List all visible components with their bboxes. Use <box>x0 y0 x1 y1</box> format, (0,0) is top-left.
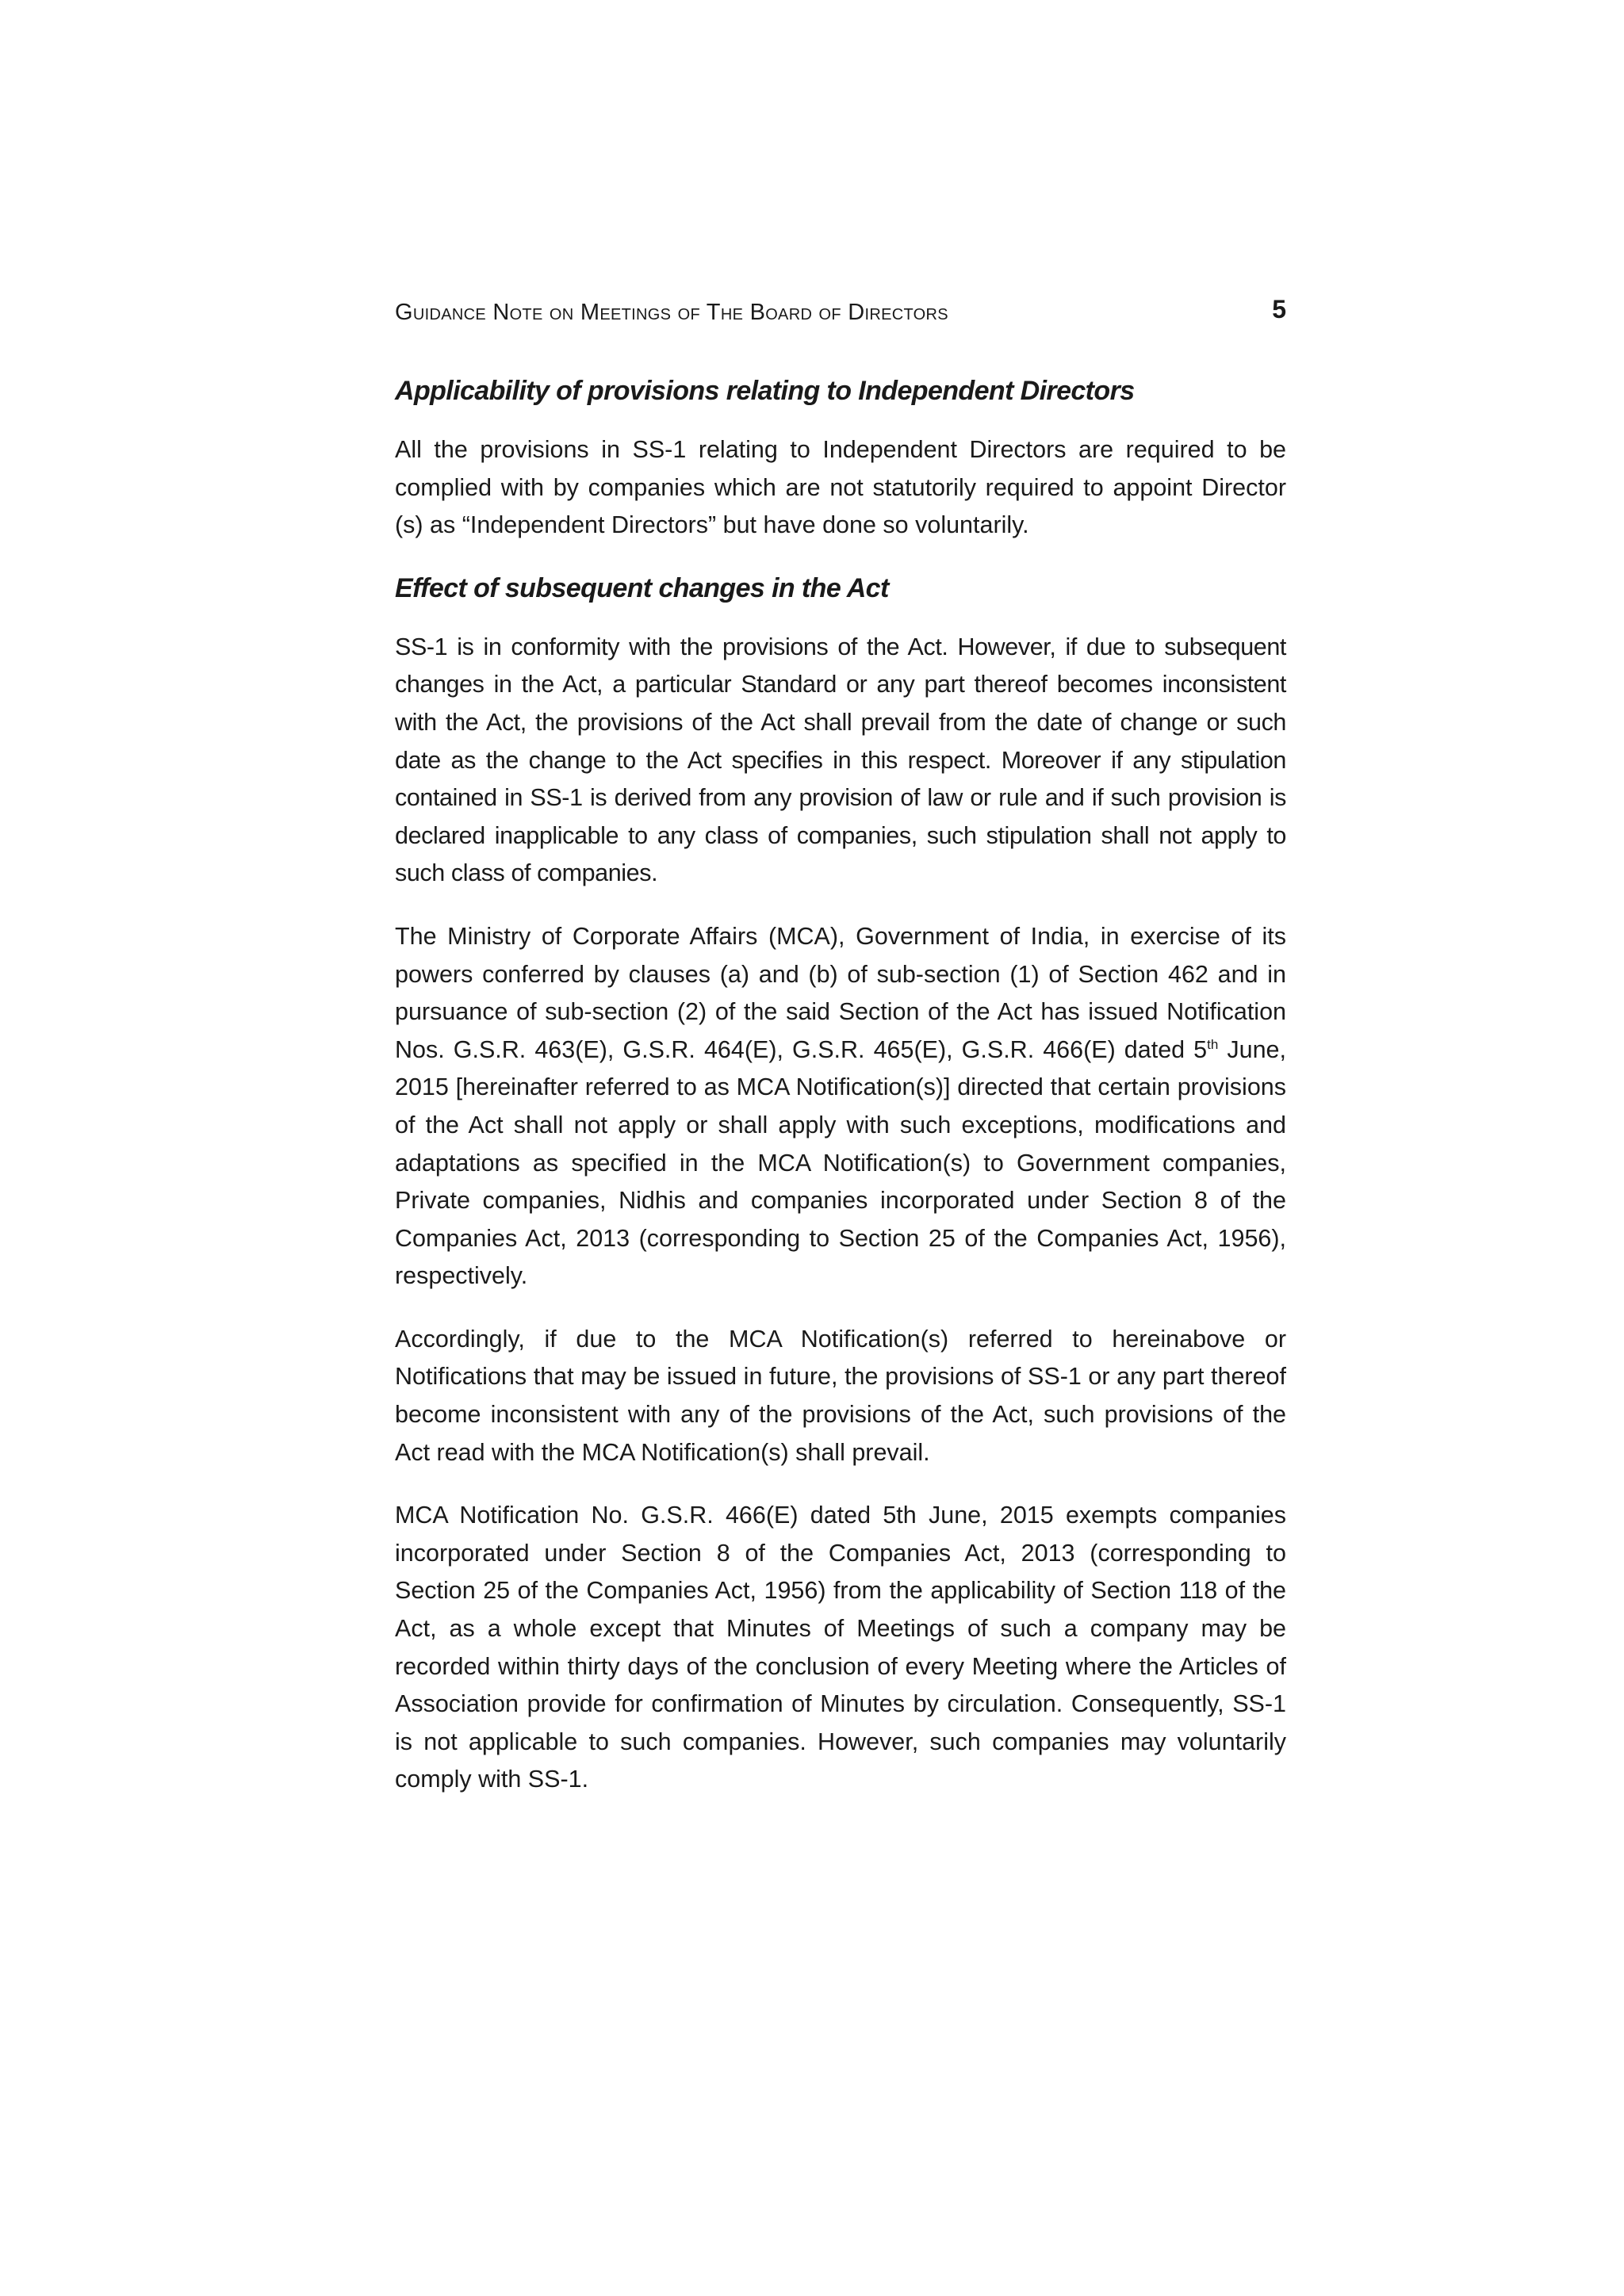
paragraph-mca-text-after: June, 2015 [hereinafter referred to as MCA Notification(s)] directed that certain provisions of the Act shall not apply or shall apply with such exceptions, modifications and adaptations as specified in the MCA Notification(s) to Government companies, Private companies, Nidhis and companies incorporated under Section 8 of the Companies Act, 2013 (corresponding to Section 25 of the Companies Act, 1956), respectively. <box>395 1035 1286 1290</box>
page-body <box>395 373 1286 1824</box>
page-number: 5 <box>1272 295 1286 323</box>
paragraph-mca-text-before: The Ministry of Corporate Affairs (MCA), Government of India, in exercise of its powers conferred by clauses (a) and (b) of sub-section (1) of Section 462 and in pursuance of sub-section (2) of the said Section of the Act has issued Notification Nos. G.S.R. 463(E), G.S.R. 464(E), G.S.R. 465(E), G.S.R. 466(E) dated 5 <box>395 922 1286 1063</box>
paragraph-accordingly: Accordingly, if due to the MCA Notification(s) referred to hereinabove or Notifications that may be issued in future, the provisions of SS-1 or any part thereof become inconsistent with any of the provisions of the Act, such provisions of the Act read with the MCA Notification(s) shall prevail. <box>395 1325 1286 1466</box>
paragraph-section-8-exemption: MCA Notification No. G.S.R. 466(E) dated 5th June, 2015 exempts companies incorporated under Section 8 of the Companies Act, 2013 (corresponding to Section 25 of the Companies Act, 1956) from the applicability of Section 118 of the Act, as a whole except that Minutes of Meetings of such a company may be recorded within thirty days of the conclusion of every Meeting where the Articles of Association provide for confirmation of Minutes by circulation. Consequently, SS-1 is not applicable to such companies. However, such companies may voluntarily comply with SS-1. <box>395 1502 1286 1793</box>
paragraph-mca-notifications <box>395 918 1286 1295</box>
paragraph-conformity: SS-1 is in conformity with the provisions of the Act. However, if due to subsequent changes in the Act, a particular Standard or any part thereof becomes inconsistent with the Act, the provisions of the Act shall prevail from the date of change or such date as the change to the Act specifies in this respect. Moreover if any stipulation contained in SS-1 is derived from any provision of law or rule and if such provision is declared inapplicable to any class of companies, such stipulation shall not apply to such class of companies. <box>395 633 1286 887</box>
section-heading-subsequent-changes: Effect of subsequent changes in the Act <box>395 572 889 603</box>
paragraph-independent-directors: All the provisions in SS-1 relating to Independent Directors are required to be complied with by companies which are not statutorily required to appoint Director (s) as “Independent Directors” but have done so voluntarily. <box>395 436 1286 539</box>
running-header <box>395 295 1286 333</box>
header-title: Guidance Note on Meetings of The Board of Directors <box>395 300 948 325</box>
section-heading-independent-directors: Applicability of provisions relating to Independent Directors <box>395 376 1135 406</box>
ordinal-superscript: th <box>1207 1036 1219 1052</box>
